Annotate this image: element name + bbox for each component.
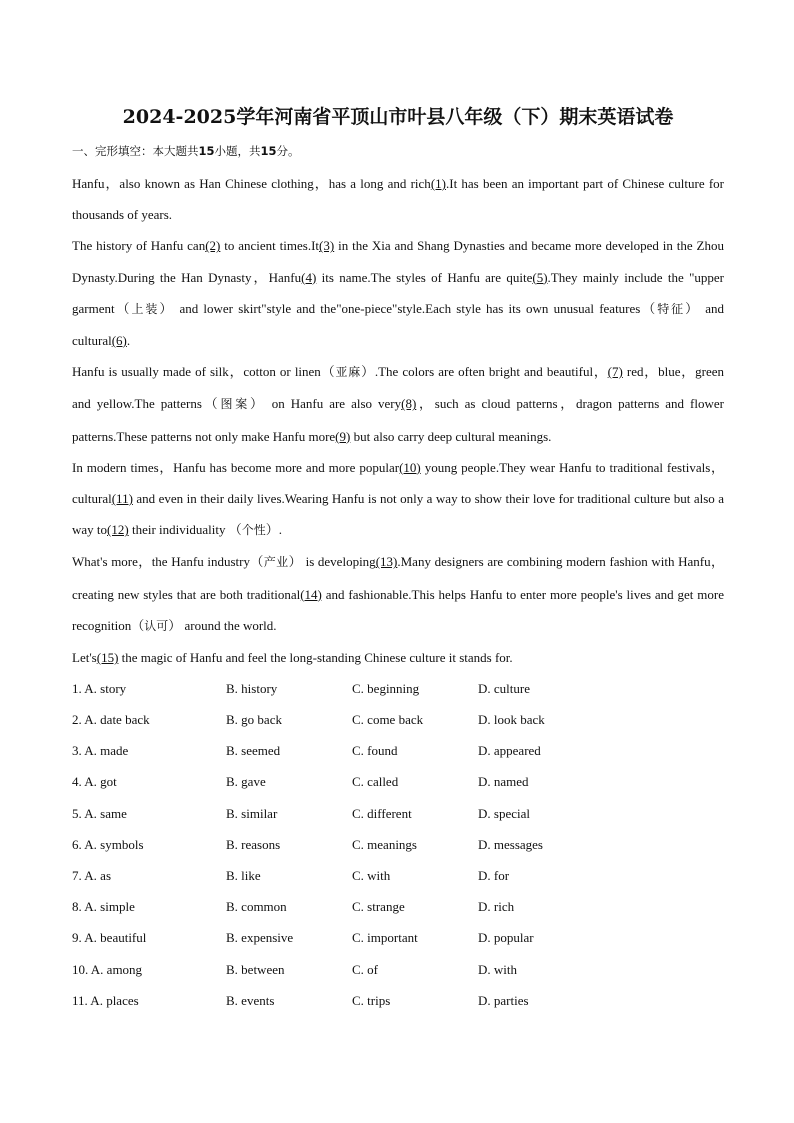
blank-5: (5) <box>532 269 548 285</box>
option-row <box>72 985 724 1016</box>
option-row <box>72 673 724 704</box>
option-d: D. with <box>478 961 517 977</box>
option-a: 2. A. date back <box>72 712 150 728</box>
passage-paragraph-1: Hanfu，also known as Han Chinese clothing，has a long and rich(1).It has been an important part of Chinese culture for thousands of years. <box>72 176 724 223</box>
question-count: 15 <box>198 144 215 158</box>
option-c: C. with <box>352 867 391 883</box>
option-b: B. reasons <box>226 836 281 852</box>
blank-10: (10) <box>399 459 421 475</box>
blank-12: (12) <box>107 522 129 538</box>
answer-options <box>72 673 724 1016</box>
option-d: D. rich <box>478 899 515 915</box>
option-b: B. similar <box>226 805 278 821</box>
blank-2: (2) <box>205 238 221 254</box>
blank-3: (3) <box>319 238 335 254</box>
option-b: B. go back <box>226 712 282 728</box>
option-b: B. history <box>226 680 278 696</box>
blank-11: (11) <box>111 491 133 507</box>
passage-paragraph-6: Let's(15) the magic of Hanfu and feel the long-standing Chinese culture it stands for. <box>72 650 513 666</box>
score-count: 15 <box>260 144 277 158</box>
passage-paragraph-3: Hanfu is usually made of silk，cotton or linen（亚麻）.The colors are often bright and beautiful，(7) red，blue，green and yellow.The patterns（图案） on Hanfu are also very(8)，such as cloud patterns，dragon patterns and flower patterns.These patterns not only make Hanfu more(9) but also carry deep cultural meanings. <box>72 364 724 444</box>
section-end: 分。 <box>276 144 300 158</box>
option-row <box>72 829 724 860</box>
option-a: 7. A. as <box>72 867 111 883</box>
option-a: 4. A. got <box>72 774 117 790</box>
option-c: C. of <box>352 961 378 977</box>
option-a: 11. A. places <box>72 992 139 1008</box>
option-c: C. meanings <box>352 836 417 852</box>
option-row <box>72 798 724 829</box>
blank-13: (13) <box>375 554 398 570</box>
option-row <box>72 736 724 767</box>
blank-6: (6) <box>111 333 127 349</box>
section-mid: 小题，共 <box>214 144 261 158</box>
blank-1: (1) <box>430 176 446 191</box>
option-b: B. seemed <box>226 743 281 759</box>
option-d: D. popular <box>478 930 534 946</box>
blank-7: (7) <box>607 364 623 380</box>
option-row <box>72 923 724 954</box>
blank-14: (14) <box>300 586 322 602</box>
option-a: 3. A. made <box>72 743 129 759</box>
section-label: 一、完形填空：本大题共 <box>72 144 199 158</box>
option-d: D. named <box>478 774 529 790</box>
option-b: B. expensive <box>226 930 294 946</box>
option-a: 10. A. among <box>72 961 143 977</box>
option-a: 9. A. beautiful <box>72 930 147 946</box>
blank-15: (15) <box>96 650 119 666</box>
option-b: B. common <box>226 899 287 915</box>
option-c: C. important <box>352 930 418 946</box>
blank-4: (4) <box>301 269 317 285</box>
option-d: D. messages <box>478 836 543 852</box>
option-c: C. different <box>352 805 412 821</box>
option-row <box>72 767 724 798</box>
option-a: 6. A. symbols <box>72 836 144 852</box>
exam-page <box>72 104 724 1016</box>
passage-paragraph-5: What's more，the Hanfu industry（产业） is developing(13).Many designers are combining modern fashion with Hanfu，creating new styles that are both traditional(14) and fashionable.This helps Hanfu to enter more people's lives and get more recognition（认可） around the world. <box>72 554 724 633</box>
option-b: B. like <box>226 867 261 883</box>
option-c: C. found <box>352 743 398 759</box>
option-d: D. look back <box>478 712 545 728</box>
option-d: D. special <box>478 805 530 821</box>
exam-title: 2024-2025学年河南省平顶山市叶县八年级（下）期末英语试卷 <box>122 106 674 128</box>
option-d: D. culture <box>478 680 530 696</box>
option-row <box>72 860 724 891</box>
option-row <box>72 954 724 985</box>
option-d: D. for <box>478 867 510 883</box>
option-c: C. come back <box>352 712 424 728</box>
blank-8: (8) <box>401 396 417 412</box>
option-c: C. trips <box>352 992 391 1008</box>
option-c: C. strange <box>352 899 405 915</box>
option-a: 1. A. story <box>72 680 127 696</box>
option-b: B. gave <box>226 774 266 790</box>
passage-paragraph-4: In modern times，Hanfu has become more and more popular(10) young people.They wear Hanfu to traditional festivals，cultural(11) and even in their daily lives.Wearing Hanfu is not only a way to show their love for traditional culture but also a way to(12) their individuality （个性）. <box>72 459 724 538</box>
option-a: 5. A. same <box>72 805 127 821</box>
blank-9: (9) <box>335 428 351 444</box>
option-d: D. appeared <box>478 743 541 759</box>
option-d: D. parties <box>478 992 529 1008</box>
option-b: B. between <box>226 961 285 977</box>
section-heading <box>72 140 724 162</box>
option-c: C. called <box>352 774 399 790</box>
option-a: 8. A. simple <box>72 899 135 915</box>
option-row <box>72 704 724 735</box>
option-c: C. beginning <box>352 680 420 696</box>
option-b: B. events <box>226 992 275 1008</box>
passage-paragraph-2: The history of Hanfu can(2) to ancient times.It(3) in the Xia and Shang Dynasties and became more developed in the Zhou Dynasty.During the Han Dynasty，Hanfu(4) its name.The styles of Hanfu are quite(5).They mainly include the "upper garment（上装） and lower skirt"style and the"one-piece"style.Each style has its own unusual features（特征） and cultural(6). <box>72 238 725 349</box>
option-row <box>72 892 724 923</box>
